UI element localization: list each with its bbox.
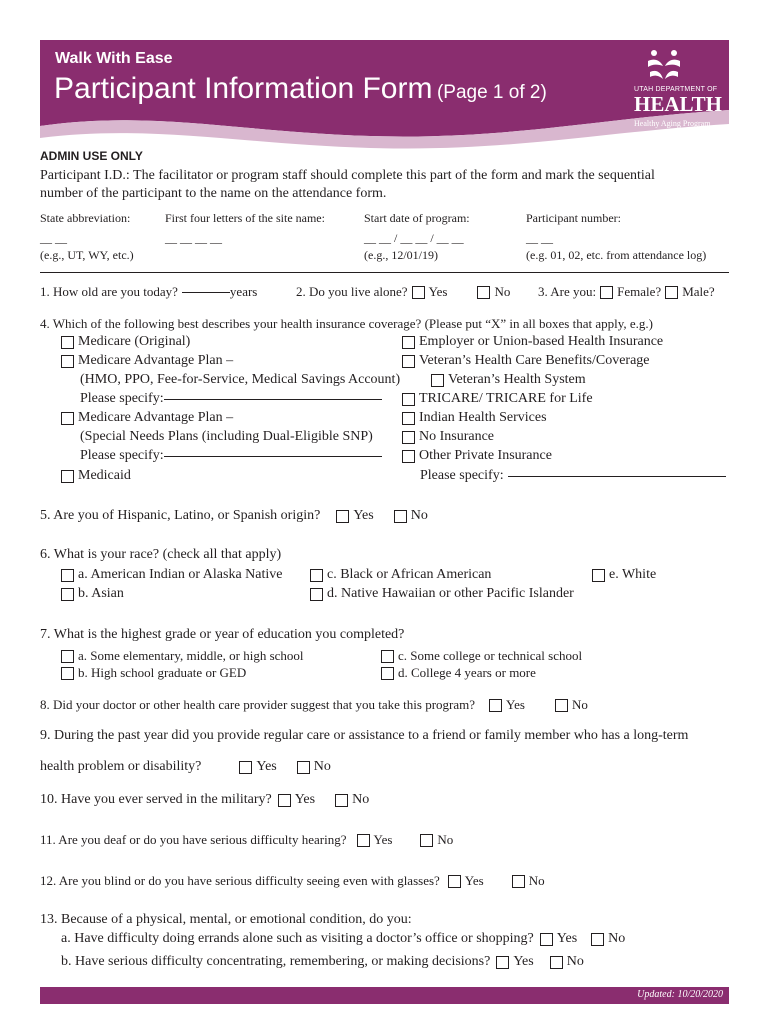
question-2 xyxy=(296,284,510,300)
q4-veteran-system-option xyxy=(431,372,586,388)
q13-a-yes-label: Yes xyxy=(556,931,578,946)
q10-yes-checkbox[interactable] xyxy=(278,794,291,807)
q4-text: 4. Which of the following best describes your health insurance coverage? (Please put “X” in all boxes that apply, e.g.) xyxy=(40,316,653,331)
q7-c-option xyxy=(381,648,582,664)
q6-e-option xyxy=(592,567,656,583)
q11-yes-label: Yes xyxy=(373,832,393,847)
q4-medicaid-checkbox[interactable] xyxy=(61,470,74,483)
utah-health-logo xyxy=(634,46,724,132)
admin-heading: ADMIN USE ONLY xyxy=(40,149,143,163)
q4-other-option xyxy=(402,448,552,464)
q4-medicaid-label: Medicaid xyxy=(78,468,131,483)
q4-tricare-label: TRICARE/ TRICARE for Life xyxy=(419,391,593,406)
q6-b-checkbox[interactable] xyxy=(61,588,74,601)
admin-text-2: number of the participant to the name on the attendance form. xyxy=(40,186,387,201)
q6-c-label: c. Black or African American xyxy=(327,567,492,582)
q2-no-label: No xyxy=(494,284,511,299)
q4-employer-checkbox[interactable] xyxy=(402,336,415,349)
q4-ihs-option xyxy=(402,410,547,426)
q7-a-option xyxy=(61,648,304,664)
q9-yes-label: Yes xyxy=(256,759,277,774)
participant-number-hint: (e.g. 01, 02, etc. from attendance log) xyxy=(526,248,707,262)
form-title: Participant Information Form xyxy=(54,72,433,105)
q4-other-checkbox[interactable] xyxy=(402,450,415,463)
site-label: First four letters of the site name: xyxy=(165,211,325,225)
participant-number-label: Participant number: xyxy=(526,211,621,225)
form-header xyxy=(40,40,729,150)
logo-figures-icon xyxy=(646,48,682,82)
q6-b-label: b. Asian xyxy=(78,586,124,601)
q4-ma-option xyxy=(61,353,233,369)
q13-b-no-checkbox[interactable] xyxy=(550,956,563,969)
q4-medicare-option xyxy=(61,334,190,350)
question-1 xyxy=(40,284,257,300)
q7-d-option xyxy=(381,665,536,681)
q4-ma-specify-input[interactable] xyxy=(164,399,382,400)
q7-b-label: b. High school graduate or GED xyxy=(78,665,247,680)
q9-text-1: 9. During the past year did you provide regular care or assistance to a friend or family member who has a long-term xyxy=(40,728,689,743)
state-input[interactable]: __ __ xyxy=(40,231,67,245)
q5-yes-checkbox[interactable] xyxy=(336,510,349,523)
state-label: State abbreviation: xyxy=(40,211,131,225)
q13-a-text: a. Have difficulty doing errands alone such as visiting a doctor’s office or shopping? xyxy=(61,931,534,946)
footer-bar xyxy=(40,987,729,1004)
q6-text: 6. What is your race? (check all that apply) xyxy=(40,547,282,562)
site-input[interactable]: __ __ __ __ xyxy=(165,231,222,245)
q8-no-checkbox[interactable] xyxy=(555,699,568,712)
program-name: Walk With Ease xyxy=(55,50,173,67)
q11-no-label: No xyxy=(437,832,454,847)
question-10 xyxy=(40,792,369,808)
question-13b xyxy=(61,954,584,970)
q4-medicaid-option xyxy=(61,468,131,484)
q4-snp-label: Medicare Advantage Plan – xyxy=(78,410,234,425)
q9-no-label: No xyxy=(313,759,331,774)
q4-ihs-label: Indian Health Services xyxy=(419,410,547,425)
logo-name: HEALTH xyxy=(634,92,722,116)
q4-tricare-option xyxy=(402,391,593,407)
q6-d-checkbox[interactable] xyxy=(310,588,323,601)
admin-text-1: Participant I.D.: The facilitator or program staff should complete this part of the form and mark the sequential xyxy=(40,168,655,183)
q4-other-specify-input[interactable] xyxy=(508,476,726,477)
q13-a-yes-checkbox[interactable] xyxy=(540,933,553,946)
q13-b-yes-checkbox[interactable] xyxy=(496,956,509,969)
q2-yes-checkbox[interactable] xyxy=(412,286,425,299)
q4-veteran-system-checkbox[interactable] xyxy=(431,374,444,387)
q4-veteran-benefits-label: Veteran’s Health Care Benefits/Coverage xyxy=(419,353,650,368)
q3-female-checkbox[interactable] xyxy=(600,286,613,299)
q6-a-label: a. American Indian or Alaska Native xyxy=(78,567,283,582)
q2-no-checkbox[interactable] xyxy=(477,286,490,299)
q13-b-yes-label: Yes xyxy=(513,954,534,969)
participant-number-input[interactable]: __ __ xyxy=(526,231,553,245)
q4-snp-specify xyxy=(80,448,382,464)
start-date-input[interactable]: __ __ / __ __ / __ __ xyxy=(364,231,464,245)
q4-medicare-checkbox[interactable] xyxy=(61,336,74,349)
q5-yes-label: Yes xyxy=(353,508,374,523)
start-date-hint: (e.g., 12/01/19) xyxy=(364,248,438,262)
q6-d-label: d. Native Hawaiian or other Pacific Islander xyxy=(327,586,574,601)
q4-ma-specify xyxy=(80,391,382,407)
q13-a-no-checkbox[interactable] xyxy=(591,933,604,946)
question-12 xyxy=(40,873,545,889)
q10-yes-label: Yes xyxy=(294,792,316,807)
q8-yes-label: Yes xyxy=(506,697,525,712)
q7-text: 7. What is the highest grade or year of education you completed? xyxy=(40,627,405,642)
q4-other-specify-label: Please specify: xyxy=(420,468,504,483)
q4-snp-specify-label: Please specify: xyxy=(80,448,164,463)
q4-none-checkbox[interactable] xyxy=(402,431,415,444)
question-9 xyxy=(40,759,331,775)
q4-employer-label: Employer or Union-based Health Insurance xyxy=(419,334,664,349)
q6-b-option xyxy=(61,586,124,602)
q12-yes-checkbox[interactable] xyxy=(448,875,461,888)
age-input[interactable] xyxy=(182,292,230,293)
q4-employer-option xyxy=(402,334,663,350)
q6-d-option xyxy=(310,586,574,602)
q4-none-option xyxy=(402,429,494,445)
q10-text: 10. Have you ever served in the military? xyxy=(40,792,272,807)
q4-snp-specify-input[interactable] xyxy=(164,456,382,457)
q9-no-checkbox[interactable] xyxy=(297,761,310,774)
q4-snp-checkbox[interactable] xyxy=(61,412,74,425)
q4-ma-label: Medicare Advantage Plan – xyxy=(78,353,234,368)
q4-ma-checkbox[interactable] xyxy=(61,355,74,368)
q4-ma-specify-label: Please specify: xyxy=(80,391,164,406)
q11-no-checkbox[interactable] xyxy=(420,834,433,847)
start-date-label: Start date of program: xyxy=(364,211,470,225)
q4-ma-detail: (HMO, PPO, Fee-for-Service, Medical Savings Account) xyxy=(80,372,401,387)
q7-b-option xyxy=(61,665,246,681)
q7-c-label: c. Some college or technical school xyxy=(398,648,583,663)
updated-date: Updated: 10/20/2020 xyxy=(637,989,723,1000)
q13-b-no-label: No xyxy=(566,954,584,969)
q6-a-checkbox[interactable] xyxy=(61,569,74,582)
q6-a-option xyxy=(61,567,282,583)
q5-no-checkbox[interactable] xyxy=(394,510,407,523)
q9-yes-checkbox[interactable] xyxy=(239,761,252,774)
question-13a xyxy=(61,931,625,947)
q12-text: 12. Are you blind or do you have serious difficulty seeing even with glasses? xyxy=(40,873,440,888)
q4-medicare-label: Medicare (Original) xyxy=(78,334,191,349)
q4-snp-option xyxy=(61,410,233,426)
question-8 xyxy=(40,697,588,713)
q4-other-specify xyxy=(420,468,726,484)
q7-a-checkbox[interactable] xyxy=(61,650,74,663)
q7-a-label: a. Some elementary, middle, or high school xyxy=(78,648,304,663)
q1-unit: years xyxy=(229,284,258,299)
q6-e-checkbox[interactable] xyxy=(592,569,605,582)
q4-none-label: No Insurance xyxy=(419,429,495,444)
q11-yes-checkbox[interactable] xyxy=(357,834,370,847)
question-5 xyxy=(40,508,428,524)
question-3 xyxy=(538,284,715,300)
logo-sub: Healthy Aging Program xyxy=(634,119,711,128)
q10-no-checkbox[interactable] xyxy=(335,794,348,807)
q6-c-checkbox[interactable] xyxy=(310,569,323,582)
q13-a-no-label: No xyxy=(608,931,626,946)
q4-snp-detail: (Special Needs Plans (including Dual-Eligible SNP) xyxy=(80,429,373,444)
q6-e-label: e. White xyxy=(609,567,657,582)
q8-no-label: No xyxy=(571,697,588,712)
q3-male-label: Male? xyxy=(682,284,715,299)
q4-tricare-checkbox[interactable] xyxy=(402,393,415,406)
q13-text: 13. Because of a physical, mental, or emotional condition, do you: xyxy=(40,912,412,927)
q9-text-2: health problem or disability? xyxy=(40,759,202,774)
q4-ihs-checkbox[interactable] xyxy=(402,412,415,425)
q4-veteran-benefits-option xyxy=(402,353,650,369)
q3-male-checkbox[interactable] xyxy=(665,286,678,299)
q11-text: 11. Are you deaf or do you have serious difficulty hearing? xyxy=(40,832,347,847)
q2-text: 2. Do you live alone? xyxy=(296,284,408,299)
question-11 xyxy=(40,832,453,848)
q6-c-option xyxy=(310,567,491,583)
q12-no-checkbox[interactable] xyxy=(512,875,525,888)
q1-text: 1. How old are you today? xyxy=(40,284,178,299)
section-divider xyxy=(40,272,729,273)
q10-no-label: No xyxy=(352,792,370,807)
q5-text: 5. Are you of Hispanic, Latino, or Spanish origin? xyxy=(40,508,321,523)
page-indicator: (Page 1 of 2) xyxy=(436,82,547,103)
q12-yes-label: Yes xyxy=(464,873,484,888)
q7-b-checkbox[interactable] xyxy=(61,667,74,680)
q3-text: 3. Are you: xyxy=(538,284,597,299)
q12-no-label: No xyxy=(528,873,545,888)
q3-female-label: Female? xyxy=(617,284,662,299)
q4-other-label: Other Private Insurance xyxy=(419,448,552,463)
q13-b-text: b. Have serious difficulty concentrating, remembering, or making decisions? xyxy=(61,954,491,969)
state-hint: (e.g., UT, WY, etc.) xyxy=(40,248,134,262)
q2-yes-label: Yes xyxy=(428,284,448,299)
q7-d-checkbox[interactable] xyxy=(381,667,394,680)
q7-c-checkbox[interactable] xyxy=(381,650,394,663)
q7-d-label: d. College 4 years or more xyxy=(398,665,536,680)
q4-veteran-benefits-checkbox[interactable] xyxy=(402,355,415,368)
q8-text: 8. Did your doctor or other health care provider suggest that you take this program? xyxy=(40,697,476,712)
logo-dept: UTAH DEPARTMENT OF xyxy=(634,86,718,93)
q8-yes-checkbox[interactable] xyxy=(489,699,502,712)
q5-no-label: No xyxy=(410,508,428,523)
q4-veteran-system-label: Veteran’s Health System xyxy=(448,372,586,387)
